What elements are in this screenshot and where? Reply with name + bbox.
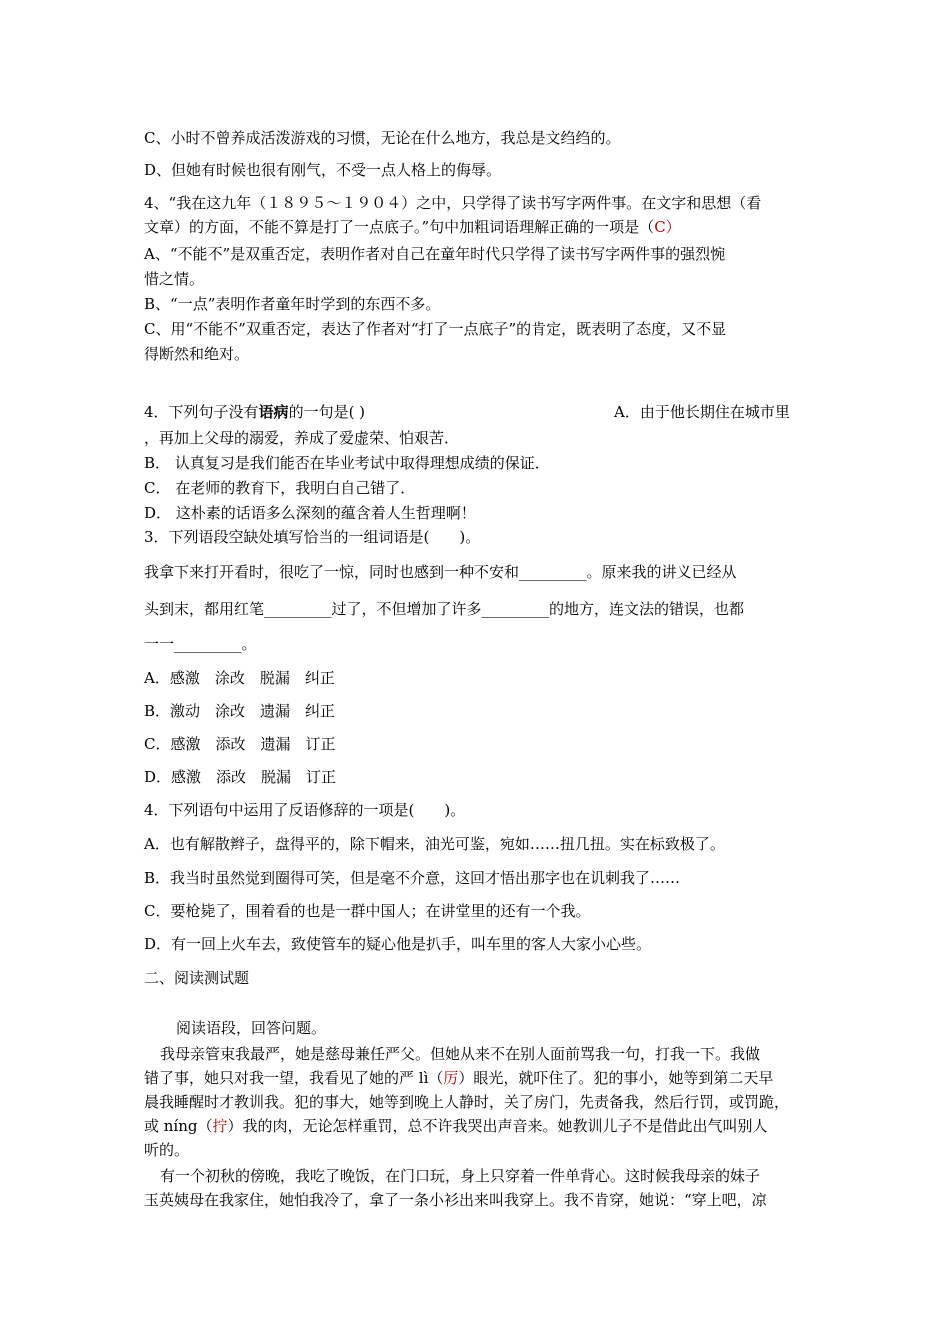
option-a: A．由于他长期住在城市里 (614, 403, 790, 421)
option-c-cont: 得断然和绝对。 (144, 345, 250, 363)
answer-mark: C (654, 218, 666, 236)
bold-term: 语病 (258, 403, 289, 421)
option-b: B、“一点”表明作者童年时学到的东西不多。 (144, 295, 441, 313)
option-b: B．激动 涂改 遗漏 纠正 (144, 702, 336, 720)
paragraph-line: 或 níng（拧）我的肉，无论怎样重罚，总不许我哭出声音来。她教训儿子不是借此出气叫别人 (144, 1117, 768, 1135)
paragraph-line: 晨我睡醒时才教训我。犯的事大，她等到晚上人静时，关了房门，先责备我，然后行罚，或罚跪， (144, 1093, 790, 1111)
paragraph-line: 听的。 (144, 1141, 190, 1159)
option-c: C．要枪毙了，围着看的也是一群中国人；在讲堂里的还有一个我。 (144, 902, 591, 920)
option-c: C． 在老师的教育下，我明白自己错了． (144, 479, 416, 497)
passage-line: 一一_________。 (144, 635, 257, 653)
option-c: C、用“不能不”双重否定，表达了作者对“打了一点底子”的肯定，既表明了态度，又不显 (144, 320, 727, 338)
pinyin-answer: 拧 (212, 1117, 228, 1135)
passage-line: 我拿下来打开看时，很吃了一惊，同时也感到一种不安和_________。原来我的讲义已经从 (144, 563, 737, 581)
option-a-cont: 惜之情。 (144, 270, 205, 288)
option-c: C．感激 添改 遗漏 订正 (144, 735, 336, 753)
question-stem: 4．下列句子没有语病的一句是( ) (144, 403, 366, 421)
option-a: A、“不能不”是双重否定，表明作者对自己在童年时代只学得了读书写字两件事的强烈惋 (144, 245, 726, 263)
question-stem: 4．下列语句中运用了反语修辞的一项是( )。 (144, 801, 466, 819)
paragraph-line: 错了事，她只对我一望，我看见了她的严 lì（厉）眼光，就吓住了。犯的事小，她等到第二天早 (144, 1069, 774, 1087)
question-stem-line2: 文章）的方面，不能不算是打了一点底子。”句中加粗词语理解正确的一项是（C） (144, 218, 681, 236)
question-stem: 4、“我在这九年（１８９５～１９０４）之中，只学得了读书写字两件事。在文字和思想（看 (144, 194, 762, 212)
option-d: D．有一回上火车去，致使管车的疑心他是扒手，叫车里的客人大家小心些。 (144, 935, 652, 953)
option-d: D、但她有时候也很有刚气，不受一点人格上的侮辱。 (144, 161, 502, 179)
pinyin-answer: 厉 (443, 1069, 459, 1087)
option-a: A．感激 涂改 脱漏 纠正 (144, 669, 335, 687)
option-d: D． 这朴素的话语多么深刻的蕴含着人生哲理啊！ (144, 504, 476, 522)
option-a: A．也有解散辫子，盘得平的，除下帽来，油光可鉴，宛如……扭几扭。实在标致极了。 (144, 835, 725, 853)
reading-intro: 阅读语段，回答问题。 (176, 1019, 327, 1037)
paragraph-line: 玉英姨母在我家住，她怕我冷了，拿了一条小衫出来叫我穿上。我不肯穿，她说：“穿上吧，凉 (144, 1191, 767, 1209)
paragraph-line: 有一个初秋的傍晚，我吃了晚饭，在门口玩，身上只穿着一件单背心。这时候我母亲的妹子 (160, 1167, 761, 1185)
section-title: 二、阅读测试题 (144, 969, 250, 987)
option-b: B．我当时虽然觉到圈得可笑，但是毫不介意，这回才悟出那字也在讥刺我了…… (144, 869, 681, 887)
option-c: C、小时不曾养成活泼游戏的习惯，无论在什么地方，我总是文绉绉的。 (144, 129, 621, 147)
option-a-cont: ，再加上父母的溺爱，养成了爱虚荣、怕艰苦． (144, 429, 460, 447)
option-d: D．感激 添改 脱漏 订正 (144, 768, 337, 786)
passage-line: 头到末，都用红笔_________过了，不但增加了许多_________的地方，连文法的错误，也都 (144, 600, 745, 618)
paragraph-line: 我母亲管束我最严，她是慈母兼任严父。但她从来不在别人面前骂我一句，打我一下。我做 (160, 1045, 761, 1063)
question-stem: 3．下列语段空缺处填写恰当的一组词语是( )。 (144, 528, 481, 546)
option-b: B． 认真复习是我们能否在毕业考试中取得理想成绩的保证． (144, 454, 550, 472)
